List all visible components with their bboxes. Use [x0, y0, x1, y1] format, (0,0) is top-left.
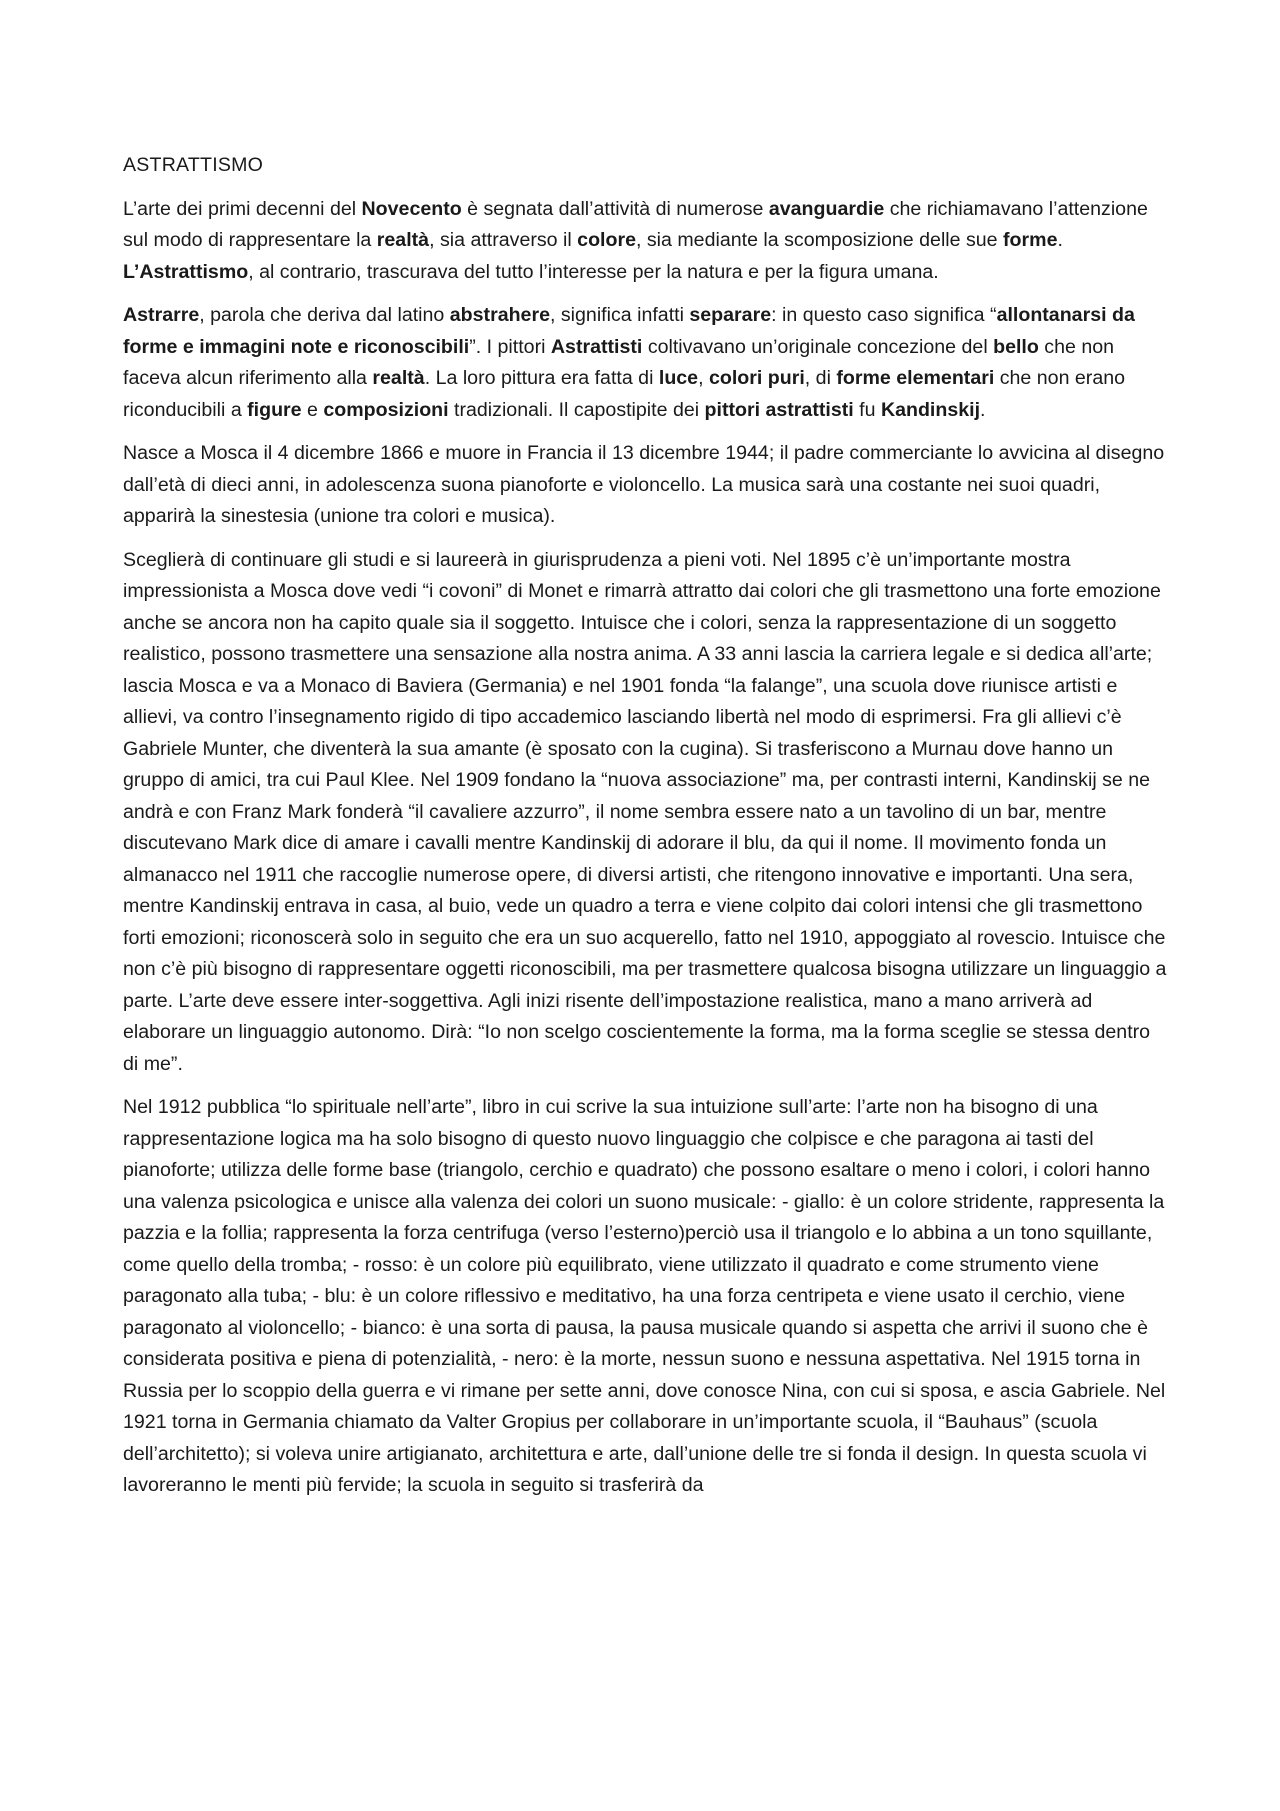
text-run: è segnata dall’attività di numerose [461, 197, 769, 220]
document-body [123, 194, 1168, 1502]
bold-text-run: allontanarsi da forme e immagini note e riconoscibili [123, 304, 1135, 358]
text-run: fu [853, 398, 881, 421]
text-run: , parola che deriva dal latino [199, 304, 450, 326]
text-run: che non faceva alcun riferimento alla [123, 335, 1115, 389]
text-run: Nasce a Mosca il 4 dicembre 1866 e muore in Francia il 13 dicembre 1944; il padre commerciante lo avvicina al disegno dall’età di dieci anni, in adolescenza suona pianoforte e violoncello. La musica sarà una costante nei suoi quadri, apparirà la sinestesia (unione tra colori e musica). [123, 442, 1165, 527]
text-run: tradizionali. Il capostipite dei [448, 398, 705, 421]
bold-text-run: realtà [376, 229, 430, 251]
document-page [123, 150, 1168, 1514]
text-run: che richiamavano l’attenzione sul modo di rappresentare la [123, 197, 1148, 251]
bold-text-run: separare [689, 304, 772, 326]
paragraph [123, 545, 1168, 1081]
bold-text-run: realtà [372, 367, 425, 389]
paragraph [123, 194, 1168, 289]
text-run: : in questo caso significa “ [771, 304, 997, 326]
bold-text-run: Astrattisti [550, 335, 643, 358]
paragraph [123, 1092, 1168, 1502]
bold-text-run: L’Astrattismo [123, 260, 249, 283]
bold-text-run: forme [1003, 229, 1058, 251]
text-run: , significa infatti [549, 304, 690, 326]
text-run: . [1057, 229, 1063, 251]
text-run: e [301, 398, 324, 421]
text-run: Sceglierà di continuare gli studi e si laureerà in giurisprudenza a pieni voti. Nel 1895 c’è un’importante mostra impressionista a Mosca dove vedi “i covoni” di Monet e rimarrà attratto dai colori che gli trasmettono una forte emozione anche se ancora non ha capito quale sia il soggetto. Intuisce che i colori, senza la rappresentazione di un soggetto realistico, possono trasmettere una sensazione alla nostra anima. A 33 anni lascia la carriera legale e si dedica all’arte; lascia Mosca e va a Monaco di Baviera (Germania) e nel 1901 fonda “la falange”, una scuola dove riunisce artisti e allievi, va contro l’insegnamento rigido di tipo accademico lasciando libertà nel modo di esprimersi. Fra gli allievi c’è Gabriele Munter, che diventerà la sua amante (è sposato con la cugina). Si trasferiscono a Murnau dove hanno un gruppo di amici, tra cui Paul Klee. Nel 1909 fondano la “nuova associazione” ma, per contrasti interni, Kandinskij se ne andrà e con Franz Mark fonderà “il cavaliere azzurro”, il nome sembra essere nato a un tavolino di un bar, mentre discutevano Mark dice di amare i cavalli mentre Kandinskij di adorare il blu, da qui il nome. Il movimento fonda un almanacco nel 1911 che raccoglie numerose opere, di diversi artisti, che ritengono innovative e importanti. Una sera, mentre Kandinskij entrava in casa, al buio, vede un quadro a terra e viene colpito dai colori intensi che gli trasmettono forti emozioni; riconoscerà solo in seguito che era un suo acquerello, fatto nel 1910, appoggiato al rovescio. Intuisce che non c’è più bisogno di rappresentare oggetti riconoscibili, ma per trasmettere qualcosa bisogna utilizzare un linguaggio a parte. L’arte deve essere inter-soggettiva. Agli inizi risente dell’impostazione realistica, mano a mano arriverà ad elaborare un linguaggio autonomo. Dirà: “Io non scelgo coscientemente la forma, ma la forma sceglie se stessa dentro di me”. [123, 548, 1167, 1075]
document-title: ASTRATTISMO [123, 154, 264, 176]
bold-text-run: colore [577, 229, 636, 251]
bold-text-run: colori puri [708, 367, 805, 389]
text-run: che non erano riconducibili a [123, 367, 1126, 421]
text-run: . La loro pittura era fatta di [424, 367, 659, 389]
bold-text-run: figure [247, 398, 302, 421]
bold-text-run: pittori astrattisti [704, 398, 854, 421]
paragraph [123, 300, 1168, 426]
bold-text-run: avanguardie [768, 197, 885, 220]
text-run: L’arte dei primi decenni del [123, 197, 362, 220]
bold-text-run: bello [993, 335, 1039, 358]
bold-text-run: abstrahere [449, 304, 550, 326]
text-run: , sia attraverso il [429, 229, 578, 251]
text-run: , sia mediante la scomposizione delle sue [635, 229, 1004, 251]
bold-text-run: Novecento [361, 197, 462, 220]
text-run: coltivavano un’originale concezione del [642, 335, 994, 358]
bold-text-run: Astrarre [123, 304, 200, 326]
bold-text-run: luce [658, 367, 699, 389]
bold-text-run: forme elementari [836, 367, 995, 389]
text-run: , di [804, 367, 837, 389]
bold-text-run: composizioni [323, 398, 449, 421]
bold-text-run: Kandinskij [880, 398, 981, 421]
text-run: ”. I pittori [469, 335, 551, 358]
paragraph [123, 438, 1168, 533]
text-run: , [698, 367, 709, 389]
text-run: . [980, 398, 986, 421]
text-run: , al contrario, trascurava del tutto l’interesse per la natura e per la figura umana. [248, 260, 939, 283]
text-run: Nel 1912 pubblica “lo spirituale nell’arte”, libro in cui scrive la sua intuizione sull’arte: l’arte non ha bisogno di una rappresentazione logica ma ha solo bisogno di questo nuovo linguaggio che colpisce e che paragona ai tasti del pianoforte; utilizza delle forme base (triangolo, cerchio e quadrato) che possono esaltare o meno i colori, i colori hanno una valenza psicologica e unisce alla valenza dei colori un suono musicale: - giallo: è un colore stridente, rappresenta la pazzia e la follia; rappresenta la forza centrifuga (verso l’esterno)perciò usa il triangolo e lo abbina a un tono squillante, come quello della tromba; - rosso: è un colore più equilibrato, viene utilizzato il quadrato e come strumento viene paragonato alla tuba; - blu: è un colore riflessivo e meditativo, ha una forza centripeta e viene usato il cerchio, viene paragonato al violoncello; - bianco: è una sorta di pausa, la pausa musicale quando si aspetta che arrivi il suono che è considerata positiva e piena di potenzialità, - nero: è la morte, nessun suono e nessuna aspettativa. Nel 1915 torna in Russia per lo scoppio della guerra e vi rimane per sette anni, dove conosce Nina, con cui si sposa, e ascia Gabriele. Nel 1921 torna in Germania chiamato da Valter Gropius per collaborare in un’importante scuola, il “Bauhaus” (scuola dell’architetto); si voleva unire artigianato, architettura e arte, dall’unione delle tre si fonda il design. In questa scuola vi lavoreranno le menti più fervide; la scuola in seguito si trasferirà da [123, 1096, 1166, 1496]
